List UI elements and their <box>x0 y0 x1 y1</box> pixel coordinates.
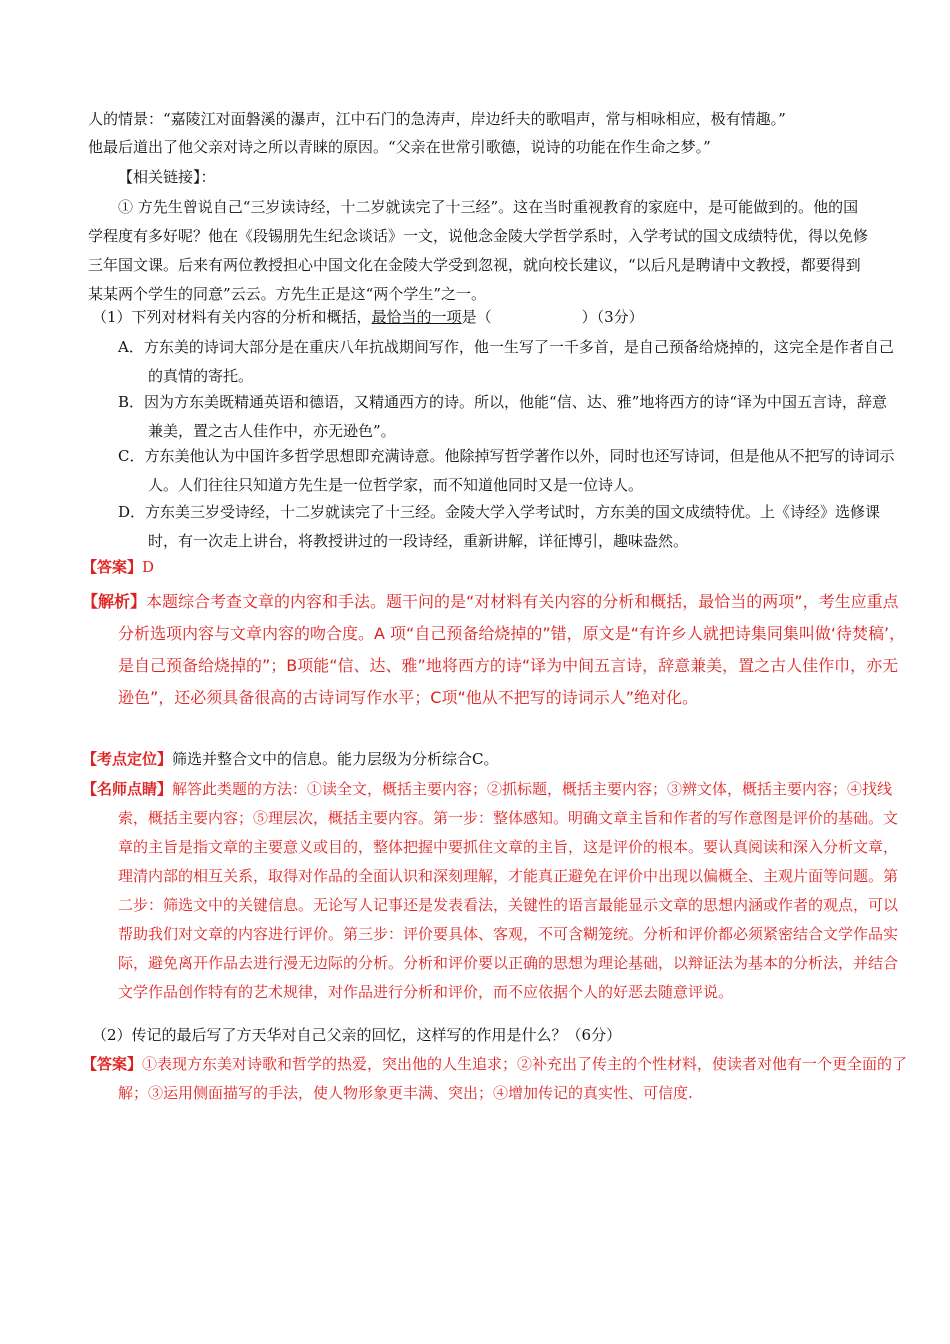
intro-line-2: 他最后道出了他父亲对诗之所以青睐的原因。“父亲在世常引歌德，说诗的功能在作生命之梦。” <box>88 138 711 156</box>
question-1-suffix-a: 是（ <box>461 308 492 326</box>
related-paragraph: ① 方先生曾说自己“三岁读诗经，十二岁就读完了十三经”。这在当时重视教育的家庭中，是可能做到的。他的国学程度有多好呢？他在《段锡朋先生纪念谈话》一文，说他念金陵大学哲学系时，入学考试的国文成绩特优，得以免修三年国文课。后来有两位教授担心中国文化在金陵大学受到忽视，就向校长建议，“以后凡是聘请中文教授，都要得到某某两个学生的同意”云云。方先生正是这“两个学生”之一。 <box>88 198 869 303</box>
mingshi <box>82 775 908 1007</box>
intro-line-1: 人的情景：“嘉陵江对面磐溪的瀑声，江中石门的急涛声，岸边纤夫的歌唱声，常与相咏相应，极有情趣。” <box>88 110 786 128</box>
answer-1 <box>82 554 872 580</box>
analysis-1-tag: 【解析】 <box>82 592 147 611</box>
option-c <box>118 442 898 500</box>
option-a <box>118 333 898 391</box>
answer-2-text: ①表现方东美对诗歌和哲学的热爱，突出他的人生追求；②补充出了传主的个性材料，使读者对他有一个更全面的了解；③运用侧面描写的手法，使人物形象更丰满、突出；④增加传记的真实性、可信度. <box>118 1055 908 1102</box>
option-b-label: B． <box>118 393 145 411</box>
option-d-label: D． <box>118 503 146 521</box>
related-heading: 【相关链接】： <box>118 168 216 186</box>
answer-1-value: D <box>142 558 155 576</box>
question-1-emphasis: 最恰当的一项 <box>371 308 462 326</box>
option-a-label: A． <box>118 338 144 356</box>
mingshi-text: 解答此类题的方法：①读全文，概括主要内容；②抓标题，概括主要内容；③辨文体，概括主要内容；④找线索，概括主要内容；⑤理层次，概括主要内容。第一步：整体感知。明确文章主旨和作者的写作意图是评价的基础。文章的主旨是指文章的主要意义或目的，整体把握中要抓住文章的主旨，这是评价的根本。要认真阅读和深入分析文章，理清内部的相互关系，取得对作品的全面认识和深刻理解，才能真正避免在评价中出现以偏概全、主观片面等问题。第二步：筛选文中的关键信息。无论写人记事还是发表看法，关键性的语言最能显示文章的思想内涵或作者的观点，可以帮助我们对文章的内容进行评价。第三步：评价要具体、客观，不可含糊笼统。分析和评价都必须紧密结合文学作品实际，避免离开作品去进行漫无边际的分析。分析和评价要以正确的思想为理论基础，以辩证法为基本的分析法，并结合文学作品创作特有的艺术规律，对作品进行分析和评价，而不应依据个人的好恶去随意评说。 <box>118 780 899 1001</box>
option-b-text: 因为方东美既精通英语和德语，又精通西方的诗。所以，他能“信、达、雅”地将西方的诗“译为中国五言诗，辞意兼美，置之古人佳作中，亦无逊色”。 <box>144 393 888 440</box>
option-c-text: 方东美他认为中国许多哲学思想即充满诗意。他除掉写哲学著作以外，同时也还写诗词，但是他从不把写的诗词示人。人们往往只知道方先生是一位哲学家，而不知道他同时又是一位诗人。 <box>144 447 895 494</box>
option-d-text: 方东美三岁受诗经，十二岁就读完了十三经。金陵大学入学考试时，方东美的国文成绩特优。上《诗经》选修课时，有一次走上讲台，将教授讲过的一段诗经，重新讲解，详征博引，趣味盎然。 <box>145 503 881 550</box>
question-1 <box>92 304 872 330</box>
question-2: （2）传记的最后写了方天华对自己父亲的回忆，这样写的作用是什么？（6分） <box>92 1026 622 1044</box>
kaodian-tag: 【考点定位】 <box>82 750 173 768</box>
mingshi-tag: 【名师点睛】 <box>82 780 173 798</box>
question-1-prefix: （1）下列对材料有关内容的分析和概括， <box>92 308 372 326</box>
analysis-1 <box>82 586 908 714</box>
answer-2-tag: 【答案】 <box>82 1055 143 1073</box>
answer-1-tag: 【答案】 <box>82 558 143 576</box>
option-b <box>118 388 898 446</box>
question-1-suffix-b: ）（3分） <box>581 308 644 326</box>
answer-2 <box>82 1050 908 1108</box>
kaodian <box>82 746 872 772</box>
option-a-text: 方东美的诗词大部分是在重庆八年抗战期间写作，他一生写了一千多首，是自己预备给烧掉的，这完全是作者自己的真情的寄托。 <box>143 338 894 385</box>
option-d <box>118 498 898 556</box>
analysis-1-text: 本题综合考查文章的内容和手法。题干问的是“对材料有关内容的分析和概括，最恰当的两项”，考生应重点分析选项内容与文章内容的吻合度。A 项“自己预备给烧掉的”错，原文是“有许乡人就把诗集同集叫做‘待焚稿’，是自己预备给烧掉的”；B项能“信、达、雅”地将西方的诗“译为中间五言诗，辞意兼美，置之古人佳作巾，亦无逊色”，还必须具备很高的古诗词写作水平；C项“他从不把写的诗词示人”绝对化。 <box>118 592 906 707</box>
kaodian-text: 筛选并整合文中的信息。能力层级为分析综合C。 <box>172 750 499 768</box>
option-c-label: C． <box>118 447 145 465</box>
